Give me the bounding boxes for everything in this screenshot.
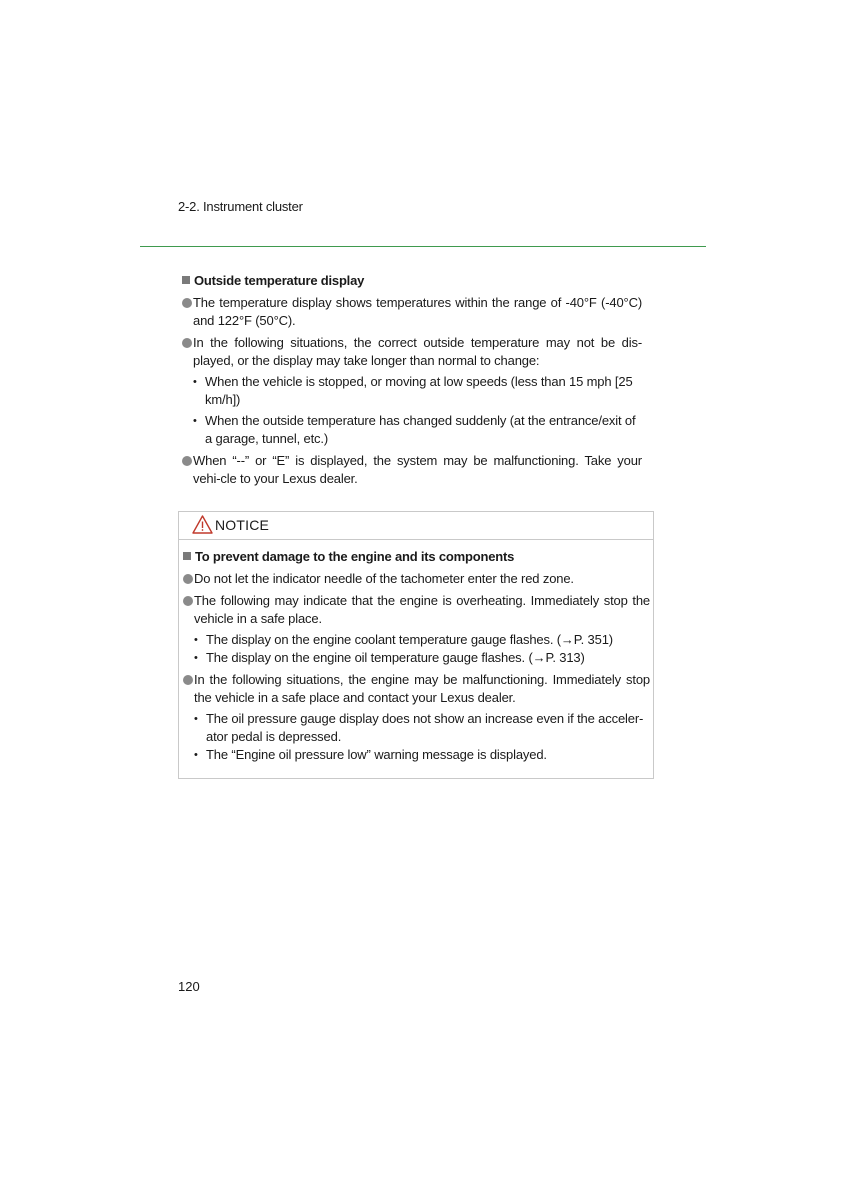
sub-list-item bbox=[183, 710, 650, 746]
outside-temperature-heading bbox=[182, 272, 642, 290]
circle-bullet-icon bbox=[183, 574, 193, 584]
small-bullet-icon: • bbox=[194, 749, 198, 761]
item-text: The following may indicate that the engine is overheating. Immediately stop the vehicle in a safe place. bbox=[194, 593, 650, 626]
item-text: In the following situations, the engine may be malfunctioning. Immediately stop the vehicle in a safe place and contact your Lexus dealer. bbox=[194, 672, 650, 705]
notice-title: NOTICE bbox=[215, 517, 270, 533]
circle-bullet-icon bbox=[182, 456, 192, 466]
outside-temperature-section bbox=[182, 272, 642, 488]
list-item bbox=[182, 294, 642, 330]
circle-bullet-icon bbox=[182, 338, 192, 348]
sub-item-text: The “Engine oil pressure low” warning message is displayed. bbox=[206, 747, 547, 762]
sub-list-item bbox=[182, 373, 642, 409]
warning-triangle-icon bbox=[192, 515, 213, 534]
heading-text: Outside temperature display bbox=[194, 273, 365, 288]
circle-bullet-icon bbox=[183, 675, 193, 685]
small-bullet-icon: • bbox=[193, 415, 197, 427]
list-item bbox=[182, 334, 642, 370]
sub-item-text: When the vehicle is stopped, or moving at low speeds (less than 15 mph [25 km/h]) bbox=[205, 374, 633, 407]
small-bullet-icon: • bbox=[194, 713, 198, 725]
circle-bullet-icon bbox=[183, 596, 193, 606]
sub-item-text: The oil pressure gauge display does not show an increase even if the acceler-ator pedal is depressed. bbox=[206, 711, 644, 744]
small-bullet-icon: • bbox=[194, 634, 198, 646]
header-divider bbox=[140, 246, 706, 247]
notice-title-row bbox=[179, 512, 653, 540]
heading-text: To prevent damage to the engine and its components bbox=[195, 549, 515, 564]
notice-box bbox=[178, 511, 654, 779]
item-text: The temperature display shows temperatures within the range of -40°F (-40°C) and 122°F (50°C). bbox=[193, 295, 642, 328]
sub-list-item bbox=[183, 649, 650, 667]
sub-item-text: The display on the engine oil temperature gauge flashes. (→P. 313) bbox=[206, 650, 585, 665]
item-text: In the following situations, the correct outside temperature may not be dis-played, or the display may take longer than normal to change: bbox=[193, 335, 642, 368]
sub-list-item bbox=[183, 631, 650, 649]
square-bullet-icon bbox=[182, 276, 190, 284]
sub-item-text: When the outside temperature has changed suddenly (at the entrance/exit of a garage, tunnel, etc.) bbox=[205, 413, 636, 446]
sub-list-item bbox=[182, 412, 642, 448]
small-bullet-icon: • bbox=[194, 652, 198, 664]
circle-bullet-icon bbox=[182, 298, 192, 308]
list-item bbox=[183, 671, 650, 707]
small-bullet-icon: • bbox=[193, 376, 197, 388]
sub-item-text: The display on the engine coolant temperature gauge flashes. (→P. 351) bbox=[206, 632, 613, 647]
list-item bbox=[182, 452, 642, 488]
square-bullet-icon bbox=[183, 552, 191, 560]
sub-list-item bbox=[183, 746, 650, 764]
item-text: Do not let the indicator needle of the tachometer enter the red zone. bbox=[194, 571, 574, 586]
notice-body bbox=[183, 548, 650, 764]
notice-heading bbox=[183, 548, 650, 566]
list-item bbox=[183, 592, 650, 628]
list-item bbox=[183, 570, 650, 588]
page-number: 120 bbox=[178, 979, 200, 994]
section-header: 2-2. Instrument cluster bbox=[178, 199, 303, 214]
item-text: When “--” or “E” is displayed, the system may be malfunctioning. Take your vehi-cle to your Lexus dealer. bbox=[193, 453, 642, 486]
